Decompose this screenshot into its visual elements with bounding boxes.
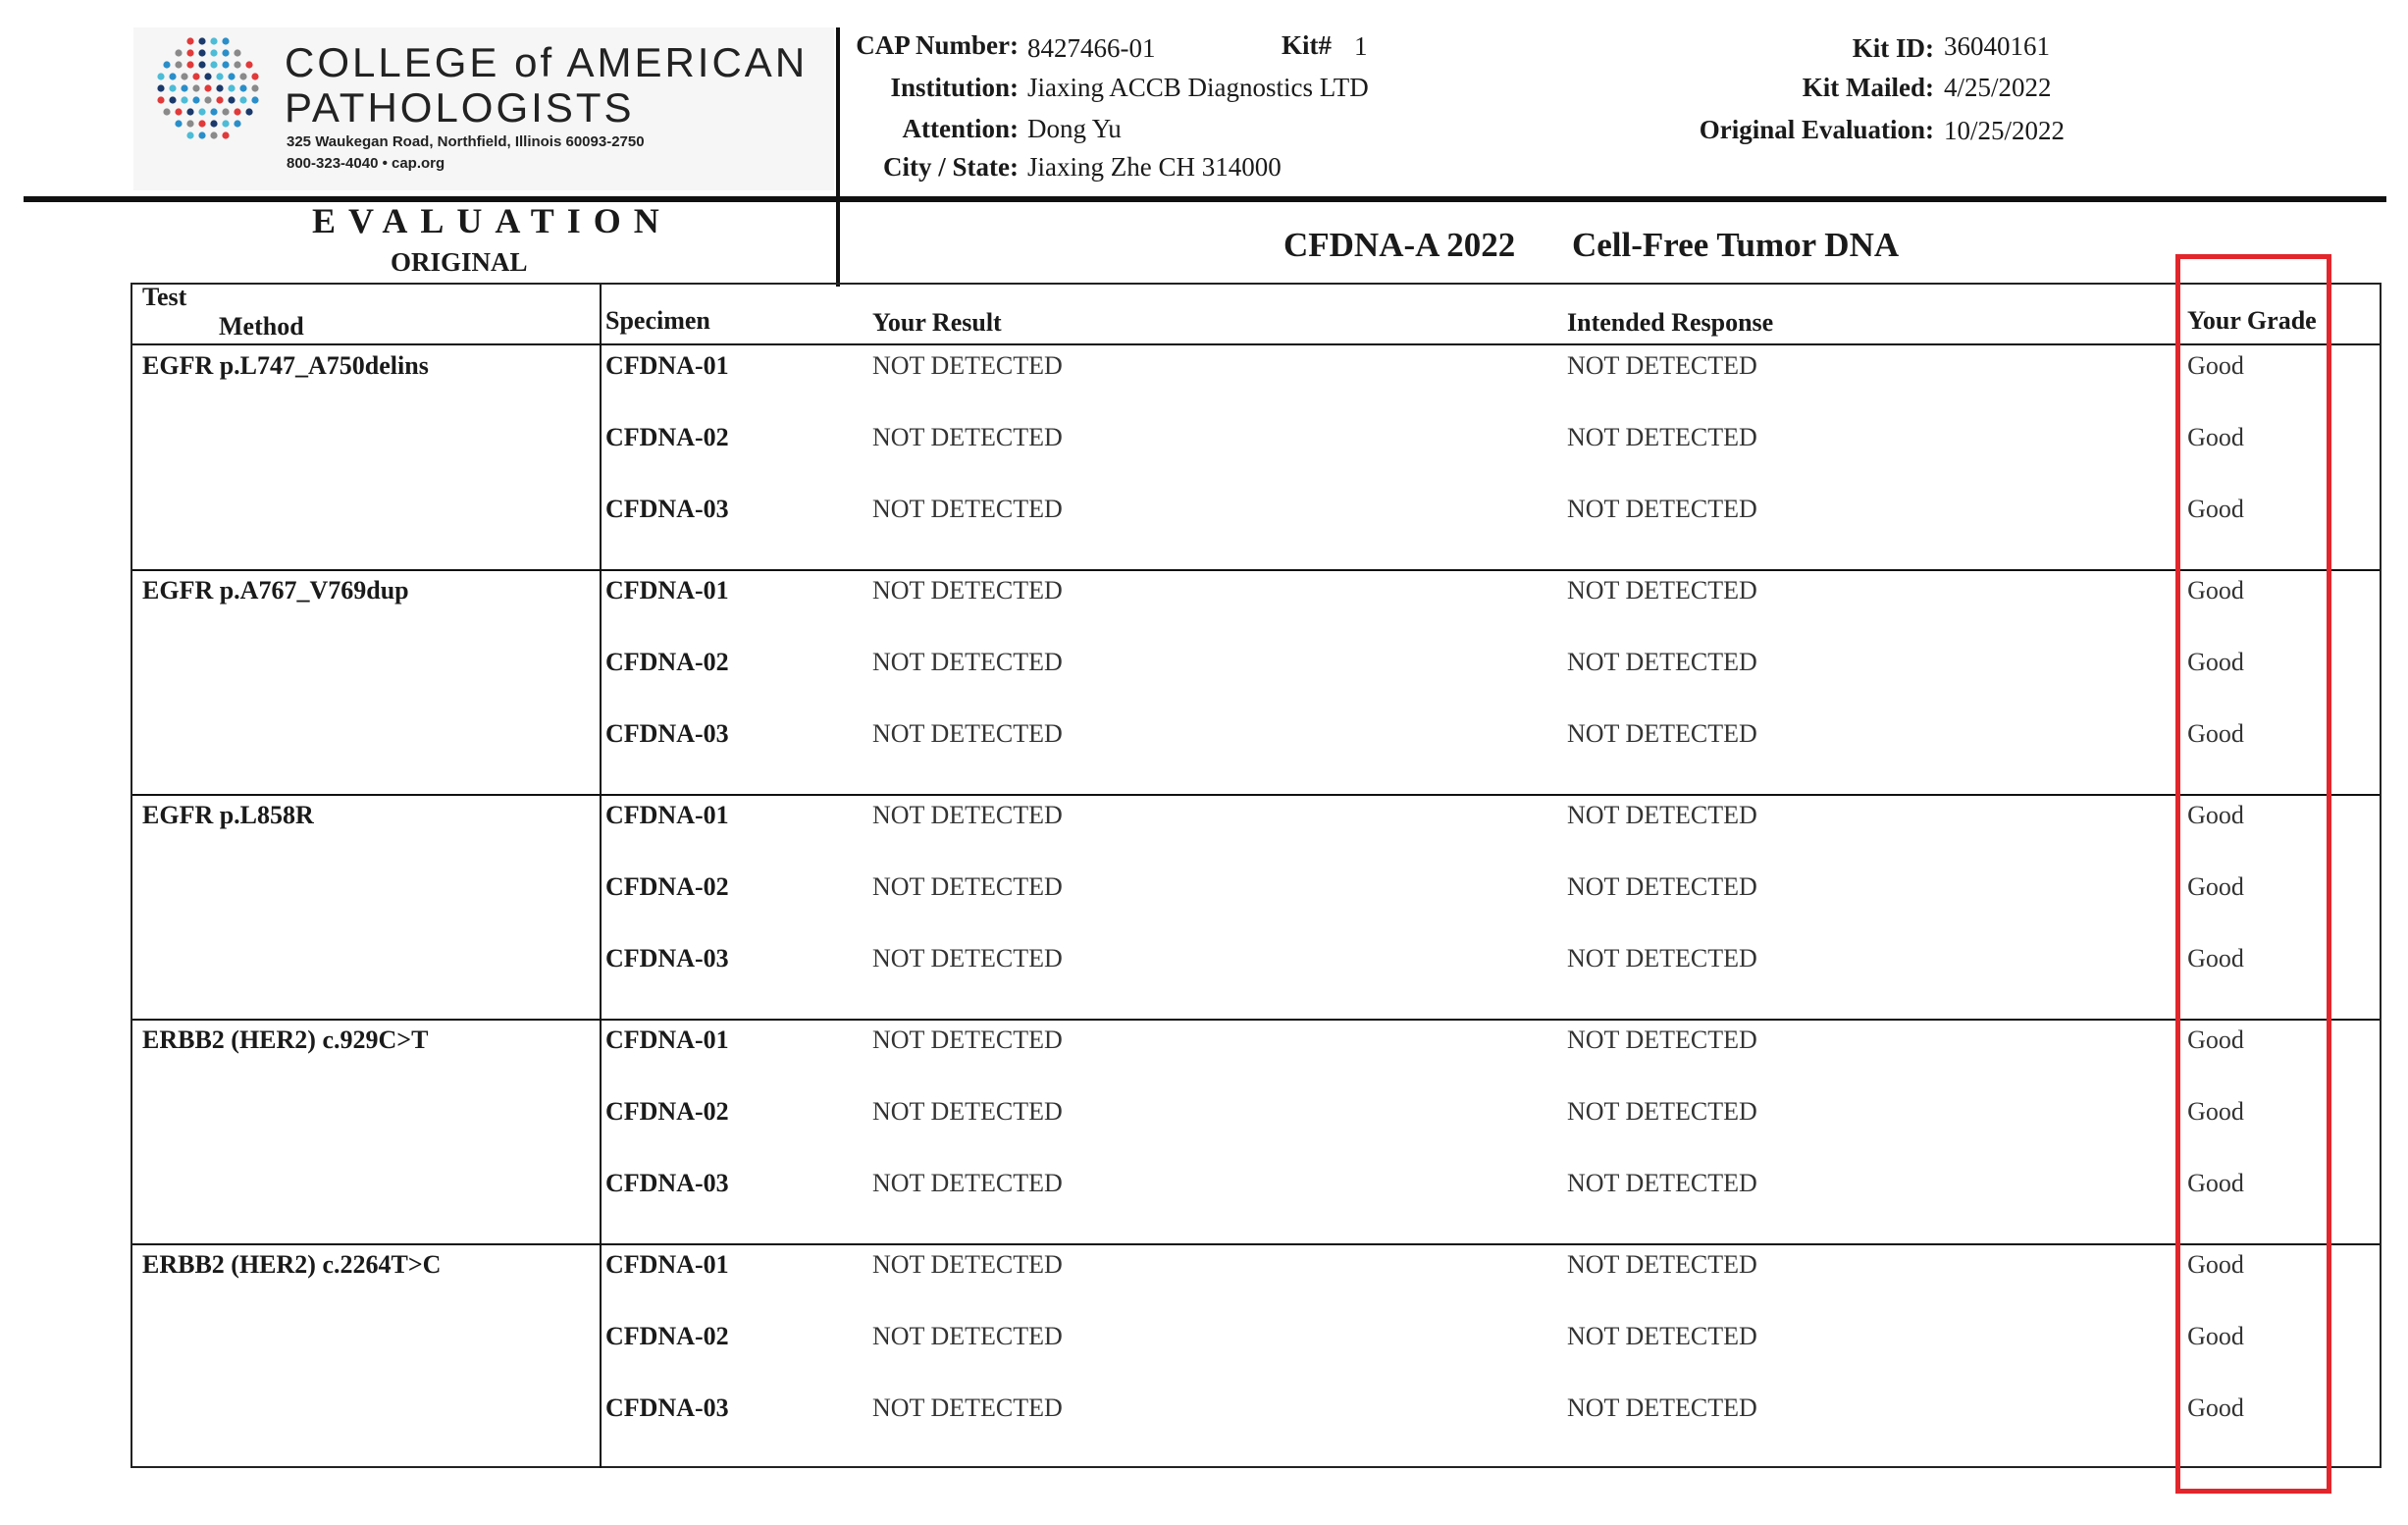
specimen-cell: CFDNA-03 [605, 1169, 729, 1197]
program-name: Cell-Free Tumor DNA [1572, 226, 1900, 264]
intended-response-cell: NOT DETECTED [1567, 648, 1757, 676]
specimen-cell: CFDNA-02 [605, 423, 729, 451]
table-group-divider [132, 794, 2380, 796]
table-test-column-divider [600, 285, 602, 1468]
test-name: EGFR p.A767_V769dup [142, 576, 409, 605]
table-group-divider [132, 1243, 2380, 1245]
kit-number-value: 1 [1354, 31, 1368, 61]
intended-response-cell: NOT DETECTED [1567, 1250, 1757, 1279]
intended-response-cell: NOT DETECTED [1567, 423, 1757, 451]
result-cell: NOT DETECTED [872, 944, 1063, 973]
table-group-divider [132, 569, 2380, 571]
grade-cell: Good [2187, 801, 2244, 829]
specimen-cell: CFDNA-02 [605, 872, 729, 901]
intended-response-cell: NOT DETECTED [1567, 351, 1757, 380]
specimen-cell: CFDNA-01 [605, 576, 729, 605]
grade-cell: Good [2187, 719, 2244, 748]
grade-cell: Good [2187, 944, 2244, 973]
header-method: Method [219, 312, 304, 341]
org-contact: 800-323-4040 • cap.org [287, 155, 445, 172]
result-cell: NOT DETECTED [872, 1169, 1063, 1197]
result-cell: NOT DETECTED [872, 1097, 1063, 1126]
org-name-line2: PATHOLOGISTS [285, 84, 635, 131]
result-cell: NOT DETECTED [872, 801, 1063, 829]
table-group-divider [132, 1019, 2380, 1021]
result-cell: NOT DETECTED [872, 351, 1063, 380]
grade-cell: Good [2187, 1322, 2244, 1350]
specimen-cell: CFDNA-01 [605, 801, 729, 829]
header-intended-response: Intended Response [1567, 308, 1774, 337]
kit-mailed-label: Kit Mailed: [1802, 73, 1934, 102]
result-cell: NOT DETECTED [872, 1025, 1063, 1054]
specimen-cell: CFDNA-03 [605, 719, 729, 748]
header-vertical-divider [836, 27, 840, 287]
intended-response-cell: NOT DETECTED [1567, 1097, 1757, 1126]
original-evaluation-value: 10/25/2022 [1944, 116, 2066, 145]
intended-response-cell: NOT DETECTED [1567, 1025, 1757, 1054]
cap-number-value: 8427466-01 [1027, 33, 1156, 63]
result-cell: NOT DETECTED [872, 423, 1063, 451]
grade-cell: Good [2187, 423, 2244, 451]
result-cell: NOT DETECTED [872, 576, 1063, 605]
result-cell: NOT DETECTED [872, 495, 1063, 523]
specimen-cell: CFDNA-01 [605, 1250, 729, 1279]
header-your-grade: Your Grade [2187, 306, 2317, 335]
grade-cell: Good [2187, 576, 2244, 605]
grade-cell: Good [2187, 1097, 2244, 1126]
city-state-value: Jiaxing Zhe CH 314000 [1027, 152, 1282, 182]
specimen-cell: CFDNA-02 [605, 648, 729, 676]
specimen-cell: CFDNA-03 [605, 1394, 729, 1422]
header-your-result: Your Result [872, 308, 1002, 337]
specimen-cell: CFDNA-01 [605, 1025, 729, 1054]
test-name: EGFR p.L858R [142, 801, 314, 829]
kit-number-label: Kit# [1282, 30, 1332, 60]
intended-response-cell: NOT DETECTED [1567, 1394, 1757, 1422]
grade-cell: Good [2187, 1169, 2244, 1197]
attention-label: Attention: [902, 114, 1019, 143]
specimen-cell: CFDNA-02 [605, 1097, 729, 1126]
cap-number-label: CAP Number: [856, 30, 1019, 60]
grade-cell: Good [2187, 872, 2244, 901]
org-name-line1: COLLEGE of AMERICAN [285, 39, 809, 85]
org-address: 325 Waukegan Road, Northfield, Illinois 60093-2750 [287, 133, 645, 150]
grade-cell: Good [2187, 648, 2244, 676]
grade-cell: Good [2187, 495, 2244, 523]
grade-cell: Good [2187, 1394, 2244, 1422]
intended-response-cell: NOT DETECTED [1567, 576, 1757, 605]
institution-label: Institution: [890, 73, 1019, 102]
intended-response-cell: NOT DETECTED [1567, 872, 1757, 901]
result-cell: NOT DETECTED [872, 648, 1063, 676]
result-cell: NOT DETECTED [872, 1250, 1063, 1279]
intended-response-cell: NOT DETECTED [1567, 495, 1757, 523]
test-name: ERBB2 (HER2) c.2264T>C [142, 1250, 442, 1279]
result-cell: NOT DETECTED [872, 719, 1063, 748]
specimen-cell: CFDNA-02 [605, 1322, 729, 1350]
grade-cell: Good [2187, 1025, 2244, 1054]
kit-id-value: 36040161 [1944, 31, 2050, 61]
grade-cell: Good [2187, 1250, 2244, 1279]
header-test: Test [142, 283, 187, 311]
table-header-rule [132, 343, 2380, 345]
intended-response-cell: NOT DETECTED [1567, 719, 1757, 748]
specimen-cell: CFDNA-03 [605, 495, 729, 523]
header-specimen: Specimen [605, 306, 710, 335]
attention-value: Dong Yu [1027, 114, 1122, 143]
result-cell: NOT DETECTED [872, 872, 1063, 901]
evaluation-subtitle: ORIGINAL [391, 247, 528, 277]
program-code: CFDNA-A 2022 [1283, 226, 1516, 264]
intended-response-cell: NOT DETECTED [1567, 1322, 1757, 1350]
intended-response-cell: NOT DETECTED [1567, 1169, 1757, 1197]
results-table [131, 283, 2382, 1468]
result-cell: NOT DETECTED [872, 1322, 1063, 1350]
intended-response-cell: NOT DETECTED [1567, 944, 1757, 973]
grade-cell: Good [2187, 351, 2244, 380]
result-cell: NOT DETECTED [872, 1394, 1063, 1422]
specimen-cell: CFDNA-01 [605, 351, 729, 380]
specimen-cell: CFDNA-03 [605, 944, 729, 973]
evaluation-title: EVALUATION [312, 201, 672, 240]
kit-id-label: Kit ID: [1852, 33, 1934, 63]
grade-column-highlight [2175, 254, 2331, 1494]
original-evaluation-label: Original Evaluation: [1699, 115, 1934, 144]
intended-response-cell: NOT DETECTED [1567, 801, 1757, 829]
test-name: EGFR p.L747_A750delins [142, 351, 429, 380]
cap-logo-icon [149, 35, 267, 143]
test-name: ERBB2 (HER2) c.929C>T [142, 1025, 429, 1054]
institution-value: Jiaxing ACCB Diagnostics LTD [1027, 73, 1369, 102]
city-state-label: City / State: [883, 152, 1019, 182]
kit-mailed-value: 4/25/2022 [1944, 73, 2052, 102]
